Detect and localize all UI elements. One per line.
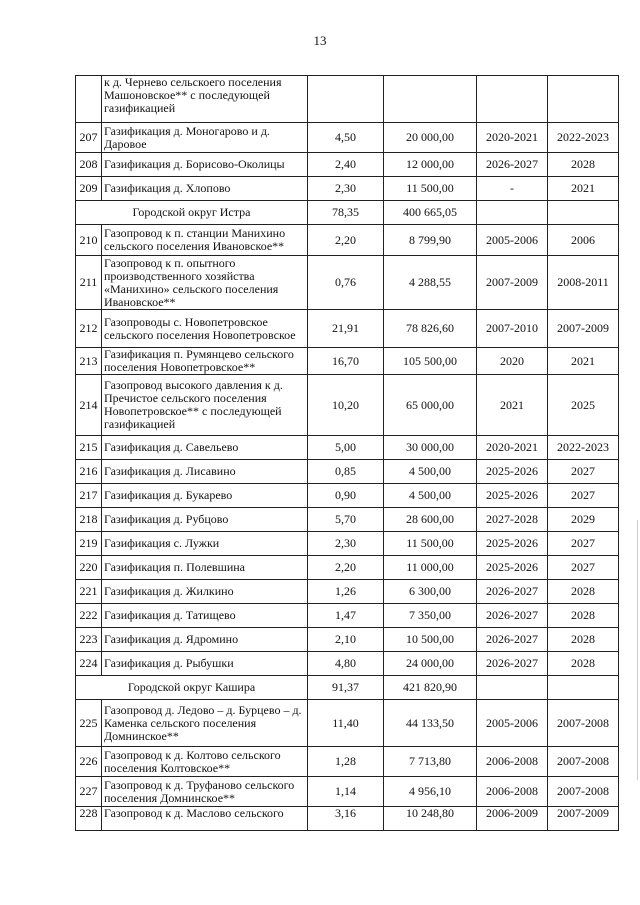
- cost-cell: 4 288,55: [384, 256, 477, 310]
- table-row: [76, 508, 619, 532]
- row-number-cell: 226: [76, 747, 102, 777]
- commissioning-year-cell: 2028: [548, 153, 619, 177]
- cost-cell: 4 500,00: [384, 460, 477, 484]
- commissioning-year-cell: 2027: [548, 532, 619, 556]
- construction-years-cell: 2026-2027: [477, 604, 548, 628]
- row-number-cell: 212: [76, 310, 102, 348]
- commissioning-year-cell: 2021: [548, 348, 619, 375]
- construction-years-cell: 2025-2026: [477, 484, 548, 508]
- length-km-cell: 21,91: [308, 310, 384, 348]
- row-number-cell: 208: [76, 153, 102, 177]
- group-cost-cell: 421 820,90: [384, 676, 477, 700]
- table-row: [76, 436, 619, 460]
- row-number-cell: 215: [76, 436, 102, 460]
- commissioning-year-cell: 2007-2009: [548, 807, 619, 831]
- cost-cell: 10 500,00: [384, 628, 477, 652]
- cost-cell: 11 500,00: [384, 177, 477, 201]
- object-name-cell: Газопровод к д. Труфаново сельского поселения Домнинское**: [102, 777, 308, 807]
- row-number-cell: 209: [76, 177, 102, 201]
- table-row: [76, 177, 619, 201]
- table-row: [76, 225, 619, 256]
- table-row: [76, 310, 619, 348]
- table-row: [76, 580, 619, 604]
- length-km-cell: 3,16: [308, 807, 384, 831]
- commissioning-year-cell: 2027: [548, 460, 619, 484]
- length-km-cell: 0,90: [308, 484, 384, 508]
- construction-years-cell: 2006-2009: [477, 807, 548, 831]
- construction-years-cell: 2026-2027: [477, 628, 548, 652]
- cost-cell: 4 956,10: [384, 777, 477, 807]
- length-km-cell: 4,80: [308, 652, 384, 676]
- construction-years-cell: 2025-2026: [477, 532, 548, 556]
- object-name-cell: Газификация д. Борисово-Околицы: [102, 153, 308, 177]
- table-row: [76, 153, 619, 177]
- table-row: [76, 460, 619, 484]
- construction-years-cell: 2007-2010: [477, 310, 548, 348]
- length-km-cell: 4,50: [308, 123, 384, 153]
- object-name-cell: Газопровод к д. Колтово сельского поселения Колтовское**: [102, 747, 308, 777]
- cost-cell: [384, 76, 477, 123]
- cost-cell: 7 713,80: [384, 747, 477, 777]
- commissioning-year-cell: 2008-2011: [548, 256, 619, 310]
- construction-years-cell: [477, 76, 548, 123]
- construction-years-cell: 2020: [477, 348, 548, 375]
- cost-cell: 6 300,00: [384, 580, 477, 604]
- length-km-cell: 1,28: [308, 747, 384, 777]
- cost-cell: 11 500,00: [384, 532, 477, 556]
- row-number-cell: 219: [76, 532, 102, 556]
- row-number-cell: 225: [76, 700, 102, 747]
- row-number-cell: 218: [76, 508, 102, 532]
- construction-years-cell: 2005-2006: [477, 225, 548, 256]
- row-number-cell: 211: [76, 256, 102, 310]
- row-number-cell: 221: [76, 580, 102, 604]
- construction-years-cell: 2020-2021: [477, 123, 548, 153]
- length-km-cell: 10,20: [308, 375, 384, 436]
- cost-cell: 30 000,00: [384, 436, 477, 460]
- construction-years-cell: 2026-2027: [477, 153, 548, 177]
- commissioning-year-cell: 2028: [548, 652, 619, 676]
- construction-years-cell: 2027-2028: [477, 508, 548, 532]
- row-number-cell: 227: [76, 777, 102, 807]
- cost-cell: 65 000,00: [384, 375, 477, 436]
- commissioning-year-cell: 2028: [548, 580, 619, 604]
- object-name-cell: Газификация д. Жилкино: [102, 580, 308, 604]
- table-row: [76, 652, 619, 676]
- table-row: [76, 604, 619, 628]
- empty-cell: [477, 676, 548, 700]
- length-km-cell: 5,00: [308, 436, 384, 460]
- group-name-cell: Городской округ Истра: [76, 201, 308, 225]
- commissioning-year-cell: 2022-2023: [548, 123, 619, 153]
- length-km-cell: 2,20: [308, 556, 384, 580]
- construction-years-cell: 2021: [477, 375, 548, 436]
- group-length-cell: 91,37: [308, 676, 384, 700]
- object-name-cell: Газификация п. Румянцево сельского поселения Новопетровское**: [102, 348, 308, 375]
- group-cost-cell: 400 665,05: [384, 201, 477, 225]
- cost-cell: 8 799,90: [384, 225, 477, 256]
- row-number-cell: [76, 76, 102, 123]
- cost-cell: 78 826,60: [384, 310, 477, 348]
- row-number-cell: 210: [76, 225, 102, 256]
- table-row: [76, 628, 619, 652]
- length-km-cell: 0,85: [308, 460, 384, 484]
- construction-years-cell: 2025-2026: [477, 460, 548, 484]
- commissioning-year-cell: 2021: [548, 177, 619, 201]
- table-row: [76, 348, 619, 375]
- cost-cell: 28 600,00: [384, 508, 477, 532]
- object-name-cell: Газификация д. Татищево: [102, 604, 308, 628]
- length-km-cell: 5,70: [308, 508, 384, 532]
- cost-cell: 105 500,00: [384, 348, 477, 375]
- construction-years-cell: 2006-2008: [477, 747, 548, 777]
- construction-years-cell: 2020-2021: [477, 436, 548, 460]
- length-km-cell: 1,47: [308, 604, 384, 628]
- construction-years-cell: 2006-2008: [477, 777, 548, 807]
- length-km-cell: 2,30: [308, 177, 384, 201]
- empty-cell: [548, 676, 619, 700]
- object-name-cell: Газификация д. Моногарово и д. Даровое: [102, 123, 308, 153]
- length-km-cell: 2,40: [308, 153, 384, 177]
- object-name-cell: Газификация с. Лужки: [102, 532, 308, 556]
- table-row: [76, 123, 619, 153]
- table-row: [76, 375, 619, 436]
- object-name-cell: Газопровод к п. опытного производственного хозяйства «Манихино» сельского поселения Ивановское**: [102, 256, 308, 310]
- length-km-cell: 1,26: [308, 580, 384, 604]
- row-number-cell: 217: [76, 484, 102, 508]
- table-row: [76, 256, 619, 310]
- length-km-cell: 2,10: [308, 628, 384, 652]
- length-km-cell: 1,14: [308, 777, 384, 807]
- object-name-cell: Газификация д. Хлопово: [102, 177, 308, 201]
- table-row: [76, 484, 619, 508]
- commissioning-year-cell: 2007-2008: [548, 700, 619, 747]
- row-number-cell: 222: [76, 604, 102, 628]
- scan-edge-mark: [637, 520, 638, 780]
- row-number-cell: 220: [76, 556, 102, 580]
- object-name-cell: Газификация д. Букарево: [102, 484, 308, 508]
- object-name-cell: Газопровод д. Ледово – д. Бурцево – д. Каменка сельского поселения Домнинское**: [102, 700, 308, 747]
- group-subtotal-row: [76, 676, 619, 700]
- table-row: [76, 777, 619, 807]
- commissioning-year-cell: 2022-2023: [548, 436, 619, 460]
- length-km-cell: 11,40: [308, 700, 384, 747]
- commissioning-year-cell: [548, 76, 619, 123]
- construction-years-cell: 2025-2026: [477, 556, 548, 580]
- table-row: [76, 700, 619, 747]
- table-row: [76, 747, 619, 777]
- commissioning-year-cell: 2007-2008: [548, 777, 619, 807]
- object-name-cell: Газификация п. Полевшина: [102, 556, 308, 580]
- table-row: [76, 76, 619, 123]
- row-number-cell: 223: [76, 628, 102, 652]
- length-km-cell: 2,20: [308, 225, 384, 256]
- length-km-cell: 0,76: [308, 256, 384, 310]
- empty-cell: [548, 201, 619, 225]
- object-name-cell: Газопровод к д. Маслово сельского: [102, 807, 308, 831]
- object-name-cell: Газификация д. Рыбушки: [102, 652, 308, 676]
- cost-cell: 11 000,00: [384, 556, 477, 580]
- group-name-cell: Городской округ Кашира: [76, 676, 308, 700]
- commissioning-year-cell: 2027: [548, 556, 619, 580]
- object-name-cell: Газопровод высокого давления к д. Пречистое сельского поселения Новопетровское** с последующей газификацией: [102, 375, 308, 436]
- construction-years-cell: 2005-2006: [477, 700, 548, 747]
- commissioning-year-cell: 2006: [548, 225, 619, 256]
- group-length-cell: 78,35: [308, 201, 384, 225]
- object-name-cell: к д. Чернево сельскоего поселения Машоновское** с последующей газификацией: [102, 76, 308, 123]
- table-body: [76, 76, 619, 831]
- group-subtotal-row: [76, 201, 619, 225]
- row-number-cell: 216: [76, 460, 102, 484]
- object-name-cell: Газификация д. Савельево: [102, 436, 308, 460]
- construction-years-cell: 2007-2009: [477, 256, 548, 310]
- cost-cell: 44 133,50: [384, 700, 477, 747]
- row-number-cell: 228: [76, 807, 102, 831]
- length-km-cell: [308, 76, 384, 123]
- page-number: 13: [313, 33, 327, 48]
- row-number-cell: 214: [76, 375, 102, 436]
- object-name-cell: Газопроводы с. Новопетровское сельского поселения Новопетровское: [102, 310, 308, 348]
- commissioning-year-cell: 2028: [548, 604, 619, 628]
- commissioning-year-cell: 2027: [548, 484, 619, 508]
- cost-cell: 7 350,00: [384, 604, 477, 628]
- object-name-cell: Газификация д. Лисавино: [102, 460, 308, 484]
- construction-years-cell: 2026-2027: [477, 580, 548, 604]
- object-name-cell: Газопровод к п. станции Манихино сельского поселения Ивановское**: [102, 225, 308, 256]
- commissioning-year-cell: 2025: [548, 375, 619, 436]
- commissioning-year-cell: 2029: [548, 508, 619, 532]
- commissioning-year-cell: 2028: [548, 628, 619, 652]
- cost-cell: 24 000,00: [384, 652, 477, 676]
- empty-cell: [477, 201, 548, 225]
- row-number-cell: 207: [76, 123, 102, 153]
- object-name-cell: Газификация д. Рубцово: [102, 508, 308, 532]
- cost-cell: 20 000,00: [384, 123, 477, 153]
- commissioning-year-cell: 2007-2009: [548, 310, 619, 348]
- cost-cell: 12 000,00: [384, 153, 477, 177]
- table-row: [76, 556, 619, 580]
- gasification-table: [75, 75, 619, 831]
- construction-years-cell: -: [477, 177, 548, 201]
- length-km-cell: 2,30: [308, 532, 384, 556]
- cost-cell: 4 500,00: [384, 484, 477, 508]
- commissioning-year-cell: 2007-2008: [548, 747, 619, 777]
- row-number-cell: 213: [76, 348, 102, 375]
- length-km-cell: 16,70: [308, 348, 384, 375]
- table-row: [76, 807, 619, 831]
- object-name-cell: Газификация д. Ядромино: [102, 628, 308, 652]
- construction-years-cell: 2026-2027: [477, 652, 548, 676]
- row-number-cell: 224: [76, 652, 102, 676]
- table-row: [76, 532, 619, 556]
- cost-cell: 10 248,80: [384, 807, 477, 831]
